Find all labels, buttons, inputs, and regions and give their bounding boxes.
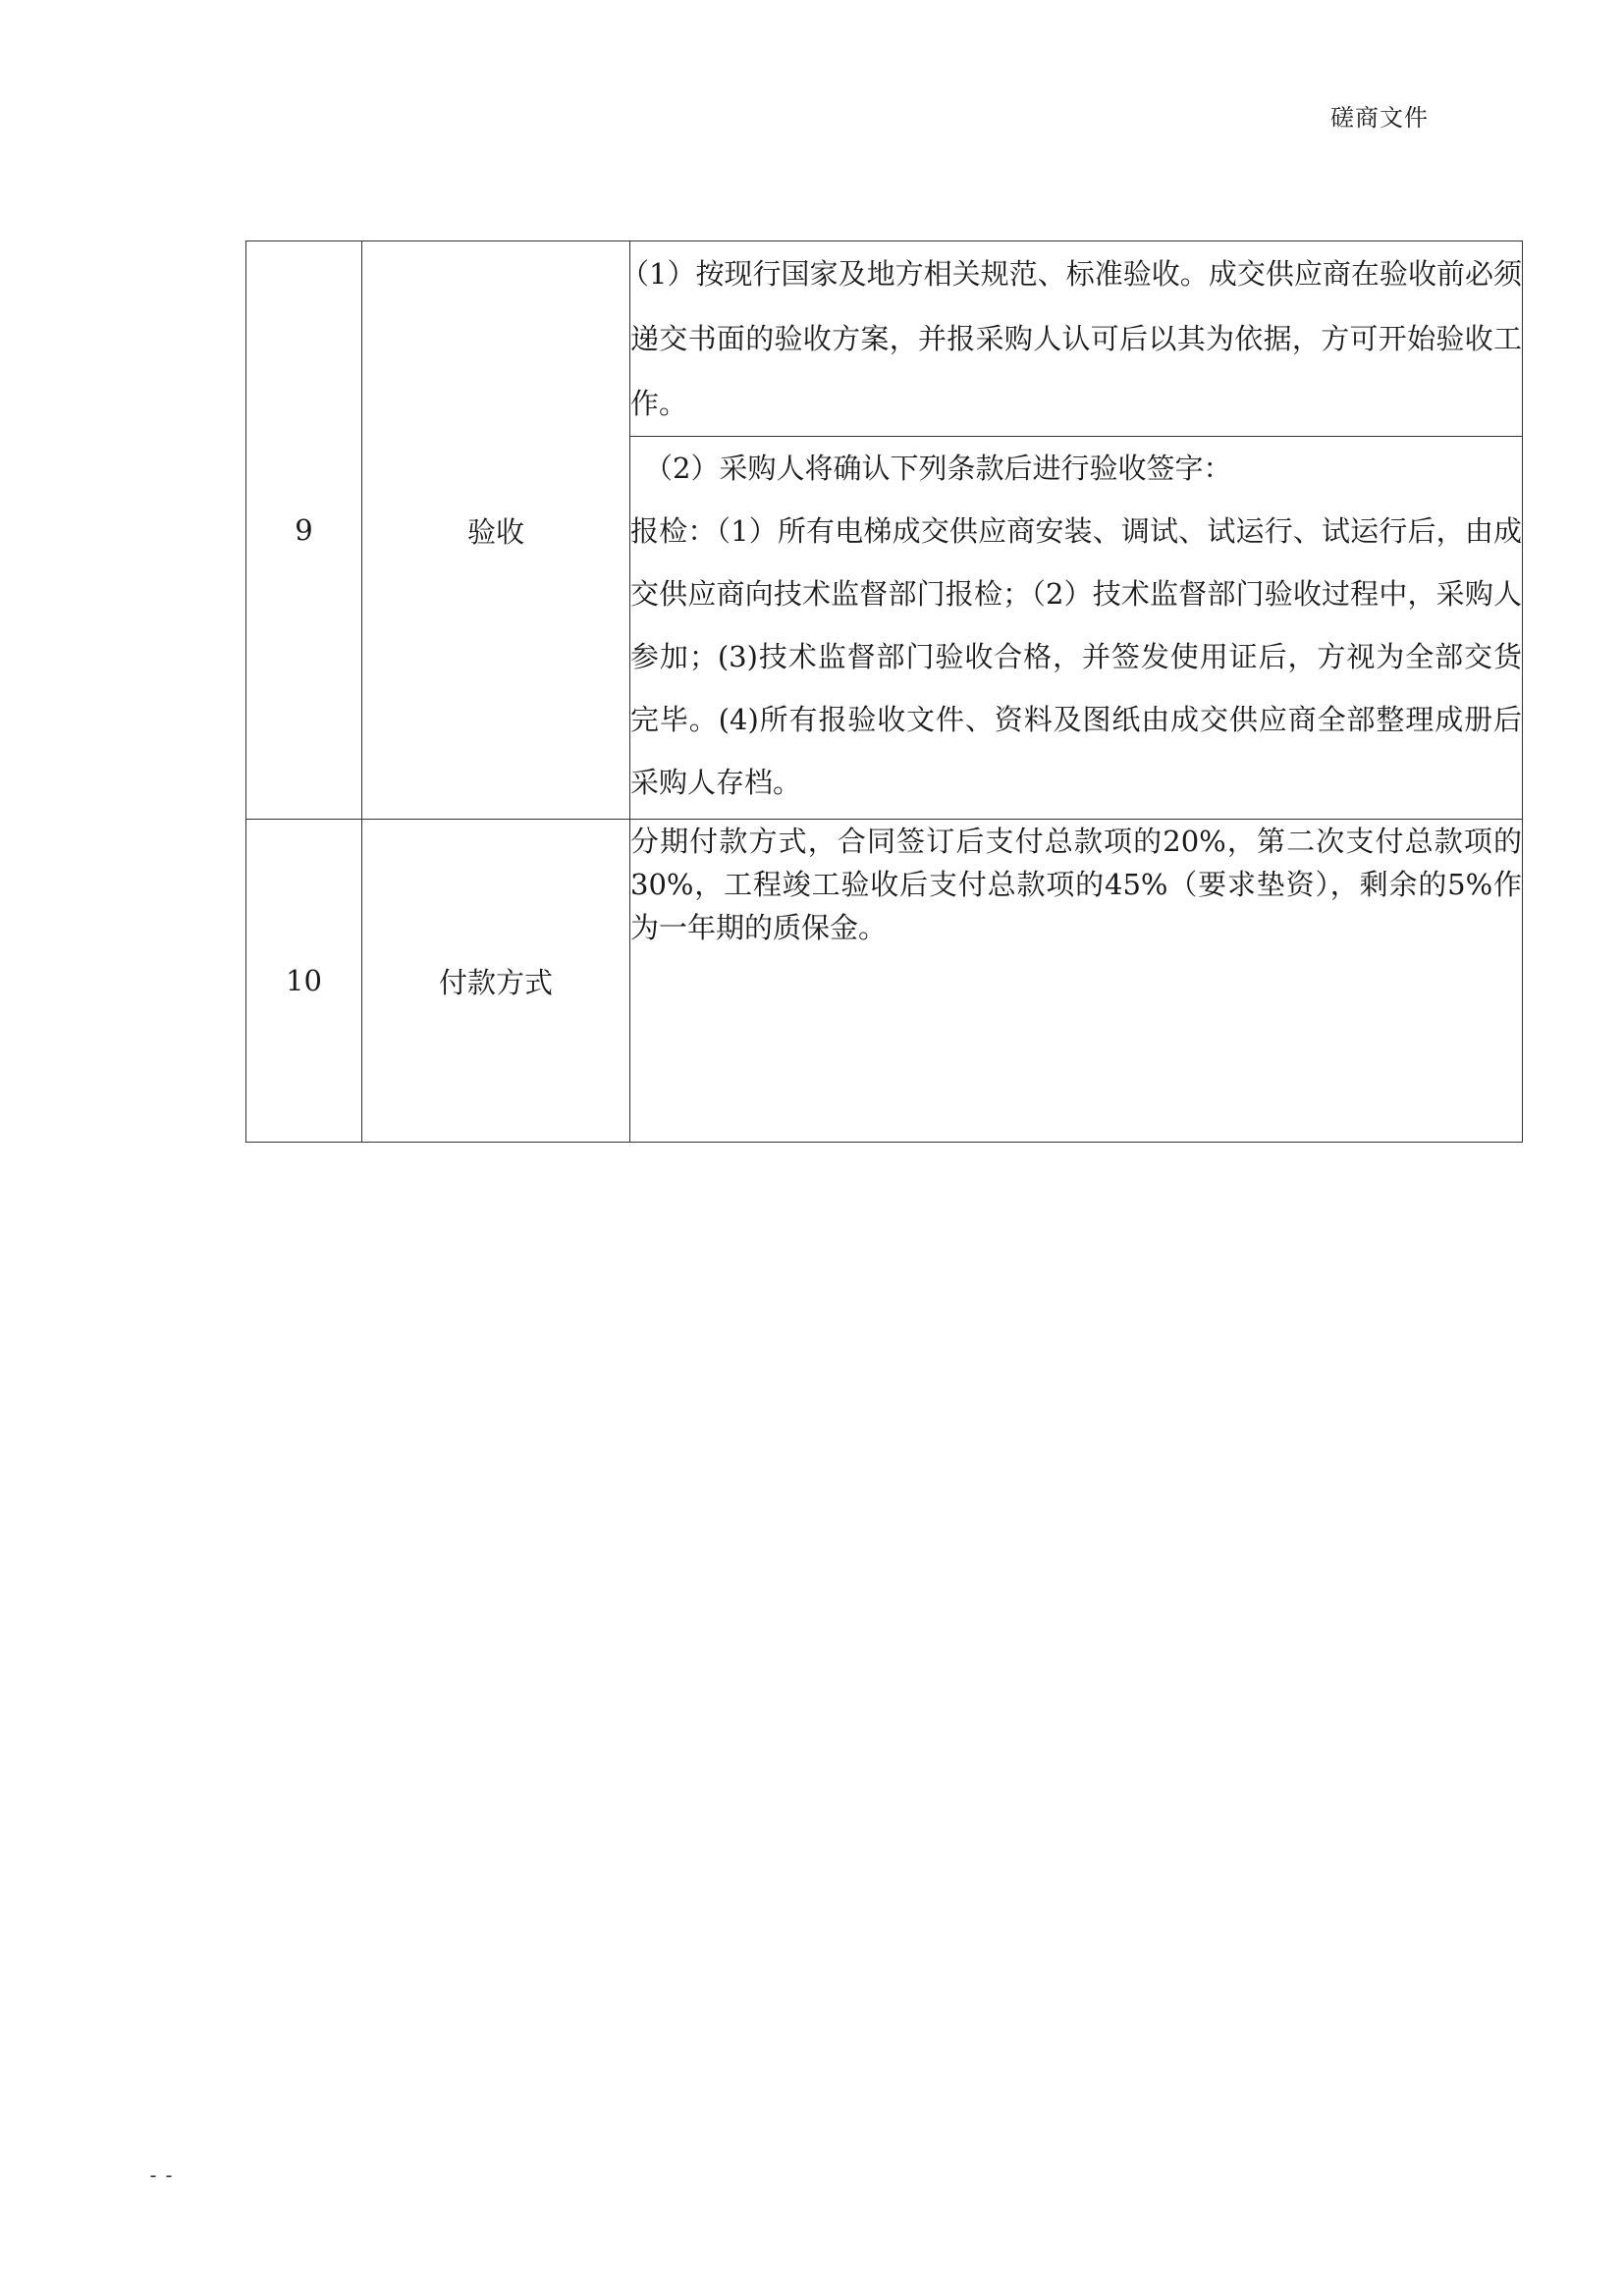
row-content-cell: [630, 820, 1523, 1143]
row-item-cell: [362, 820, 630, 1143]
row-content-cell: [621, 241, 1523, 437]
acceptance-clause-2-detail: 报检：（1）所有电梯成交供应商安装、调试、试运行、试运行后，由成交供应商向技术监督部门报检；（2）技术监督部门验收过程中，采购人参加；(3)技术监督部门验收合格，并签发使用证后，方视为全部交货完毕。(4)所有报验收文件、资料及图纸由成交供应商全部整理成册后采购人存档。: [630, 514, 1522, 799]
document-header-title: 磋商文件: [1330, 104, 1429, 132]
row-item-cell: [362, 241, 630, 820]
row-item-label: 验收: [466, 514, 524, 549]
row-content-cell: [630, 437, 1523, 820]
payment-terms-text: 分期付款方式，合同签订后支付总款项的20%，第二次支付总款项的30%，工程竣工验收后支付总款项的45%（要求垫资），剩余的5%作为一年期的质保金。: [630, 825, 1522, 944]
table-row: [246, 820, 1523, 1143]
specification-table: [245, 240, 1523, 1143]
row-number-cell: [246, 820, 362, 1143]
page-footer-mark: --: [147, 2163, 180, 2187]
table-row: [246, 241, 1523, 437]
row-number: 9: [295, 513, 313, 547]
acceptance-clause-2-intro: （2）采购人将确认下列条款后进行验收签字：: [644, 452, 1232, 485]
row-item-label: 付款方式: [438, 965, 553, 999]
acceptance-clause-1: （1）按现行国家及地方相关规范、标准验收。成交供应商在验收前必须递交书面的验收方案，并报采购人认可后以其为依据，方可开始验收工作。: [621, 257, 1522, 420]
row-number: 10: [286, 964, 322, 997]
row-number-cell: [246, 241, 362, 820]
